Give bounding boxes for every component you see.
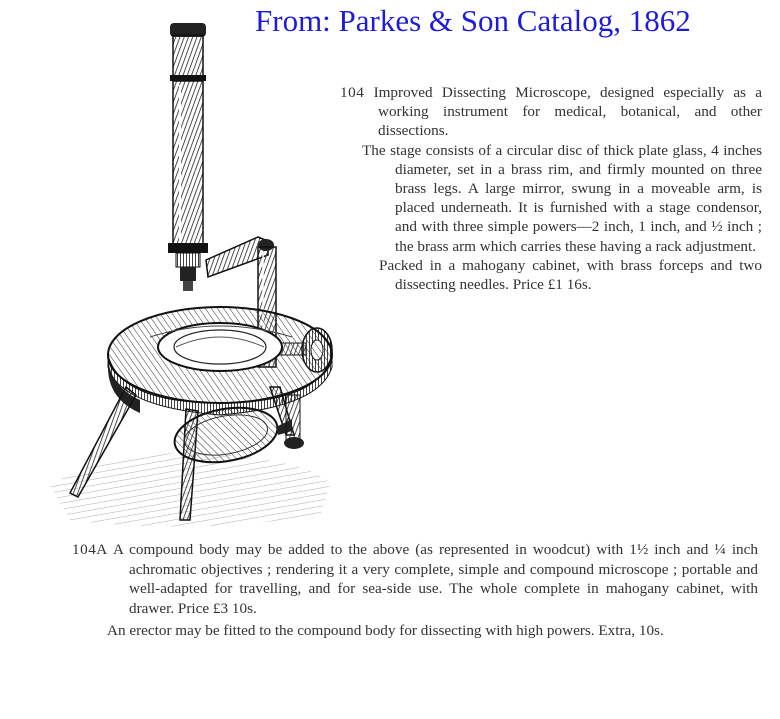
item-104-packing-text: Packed in a mahogany cabinet, with brass forceps and two dissecting needles. xyxy=(379,256,762,294)
item-104-intro-text: Improved Dissecting Microscope, designed especially as a working instrument for medical, botanical, and other dissections. xyxy=(373,84,762,140)
item-104a-paragraph-1 xyxy=(72,540,758,618)
item-104a-number: 104A xyxy=(72,541,108,558)
item-104-description xyxy=(340,83,762,294)
item-104-price-label: Price xyxy=(512,276,544,294)
catalog-source-title: From: Parkes & Son Catalog, 1862 xyxy=(255,3,691,38)
item-104-number: 104 xyxy=(340,84,365,101)
item-104a-text: A compound body may be added to the above (as represented in woodcut) with 1½ inch and ¼ inch achromatic objectives ; rendering it a very complete, simple and compound microscope ; portable and well-adapted for travelling, and for sea-side use. The whole complete in mahogany cabinet, with drawer. Price £3 10s. xyxy=(112,541,758,617)
item-104-paragraph-2: The stage consists of a circular disc of thick plate glass, 4 inches diameter, set in a brass rim, and firmly mounted on three brass legs. A large mirror, swung in a moveable arm, is placed underneath. It is furnished with a stage condensor, and with three simple powers—2 inch, 1 inch, and ½ inch ; the brass arm which carries these having a rack adjustment. xyxy=(362,141,762,255)
item-104a-description xyxy=(72,540,758,641)
item-104-paragraph-1 xyxy=(340,83,762,141)
item-104-price-value: £1 16s. xyxy=(547,276,592,294)
item-104-paragraph-3 xyxy=(340,256,762,294)
microscope-engraving xyxy=(30,15,365,540)
item-104a-paragraph-2: An erector may be fitted to the compound body for dissecting with high powers. Extra, 10s. xyxy=(107,622,664,640)
